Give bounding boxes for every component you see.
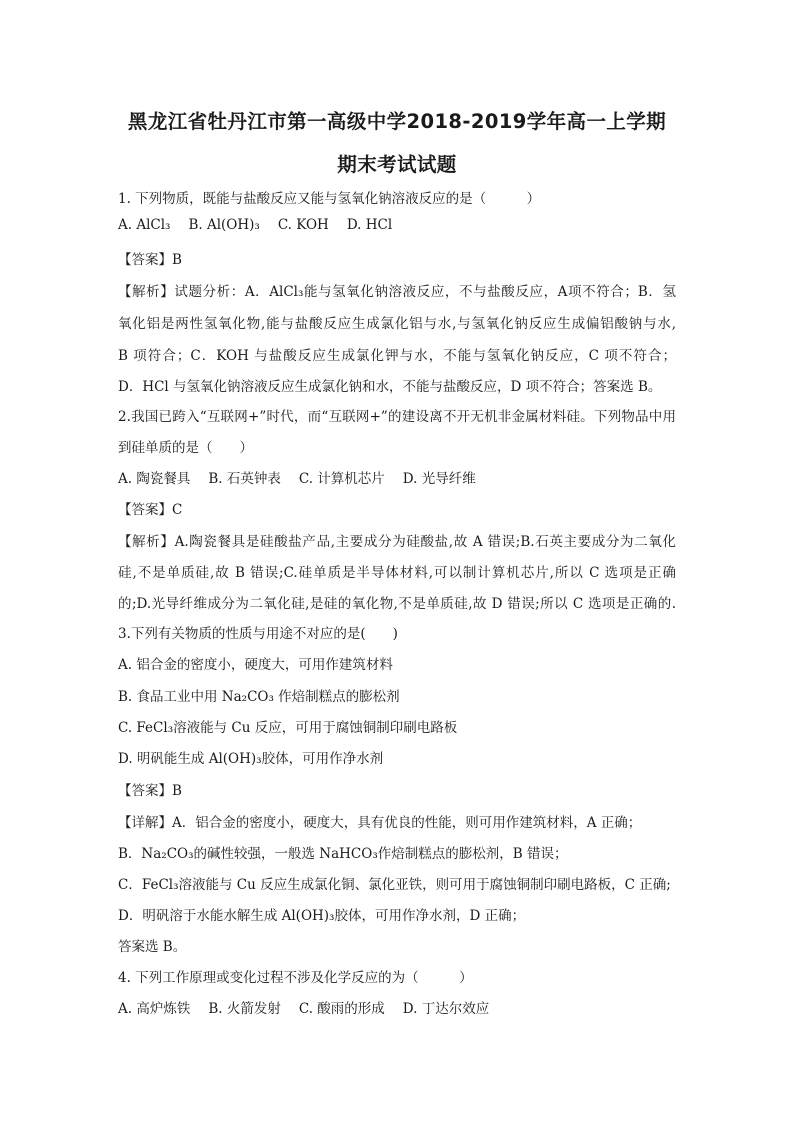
question-3-stem: 3.下列有关物质的性质与用途不对应的是( )	[118, 626, 398, 642]
question-4-option-d: D. 丁达尔效应	[402, 1001, 490, 1017]
question-3-analysis-line-3: C．FeCl₃溶液能与 Cu 反应生成氯化铜、氯化亚铁，则可用于腐蚀铜制印刷电路板，C 正确;	[118, 877, 671, 893]
question-1-answer: 【答案】B	[118, 252, 182, 268]
question-3-option-c: C. FeCl₃溶液能与 Cu 反应，可用于腐蚀铜制印刷电路板	[118, 720, 458, 736]
question-3-option-b: B. 食品工业中用 Na₂CO₃ 作焙制糕点的膨松剂	[118, 689, 400, 705]
question-4-option-c: C. 酸雨的形成	[298, 1001, 385, 1017]
question-2-answer: 【答案】C	[118, 502, 183, 518]
question-1-stem: 1. 下列物质，既能与盐酸反应又能与氢氧化钠溶液反应的是（ ）	[118, 191, 541, 207]
question-3-analysis-line-4: D．明矾溶于水能水解生成 Al(OH)₃胶体，可用作净水剂，D 正确；	[118, 908, 526, 924]
question-1-options	[118, 217, 392, 233]
question-1-analysis-line-1: 【解析】试题分析：A．AlCl₃能与氢氧化钠溶液反应，不与盐酸反应，A项不符合；B．氢	[118, 284, 676, 300]
page-title-line-2: 期末考试试题	[337, 153, 457, 176]
question-3-analysis-line-5: 答案选 B。	[118, 939, 187, 955]
question-4-options	[118, 997, 489, 1017]
question-2-analysis-line-3: 的;D.光导纤维成分为二氧化硅,是硅的氧化物,不是单质硅,故 D 错误;所以 C 选项是正确的.	[118, 596, 676, 612]
question-4-stem: 4. 下列工作原理或变化过程不涉及化学反应的为（ ）	[118, 970, 473, 986]
question-1-option-b: B. Al(OH)₃	[188, 217, 260, 233]
question-2-options	[118, 467, 476, 487]
question-3-option-d: D. 明矾能生成 Al(OH)₃胶体，可用作净水剂	[118, 751, 384, 767]
question-3-option-a: A. 铝合金的密度小，硬度大，可用作建筑材料	[118, 657, 393, 673]
question-2-analysis-line-1: 【解析】A.陶瓷餐具是硅酸盐产品,主要成分为硅酸盐,故 A 错误;B.石英主要成分为二氧化	[118, 534, 676, 550]
question-2-option-a: A. 陶瓷餐具	[118, 471, 191, 487]
question-1-option-a: A. AlCl₃	[118, 217, 171, 233]
question-1-analysis-line-3: B 项符合；C．KOH 与盐酸反应生成氯化钾与水，不能与氢氧化钠反应，C 项不符合；	[118, 348, 676, 364]
question-2-option-c: C. 计算机芯片	[298, 471, 385, 487]
question-2-stem-line-2: 到硅单质的是（ ）	[118, 440, 253, 456]
question-3-answer: 【答案】B	[118, 783, 182, 799]
question-3-analysis-line-2: B．Na₂CO₃的碱性较强，一般选 NaHCO₃作焙制糕点的膨松剂，B 错误；	[118, 846, 568, 862]
question-1-analysis-line-4: D．HCl 与氢氧化钠溶液反应生成氯化钠和水，不能与盐酸反应，D 项不符合；答案选 B。	[118, 379, 662, 395]
question-4-option-a: A. 高炉炼铁	[118, 1001, 191, 1017]
question-2-stem-line-1: 2.我国已跨入“互联网+”时代，而“互联网+”的建设离不开无机非金属材料硅。下列物品中用	[118, 409, 676, 425]
question-2-analysis-line-2: 硅,不是单质硅,故 B 错误;C.硅单质是半导体材料,可以制计算机芯片,所以 C 选项是正确	[118, 565, 676, 581]
question-3-analysis-line-1: 【详解】A．铝合金的密度小，硬度大，具有优良的性能，则可用作建筑材料，A 正确；	[118, 815, 642, 831]
page-title-line-1: 黑龙江省牡丹江市第一高级中学2018-2019学年高一上学期	[127, 110, 667, 133]
question-1-option-c: C. KOH	[277, 217, 329, 233]
question-4-option-b: B. 火箭发射	[208, 1001, 281, 1017]
question-2-option-d: D. 光导纤维	[402, 471, 476, 487]
question-2-option-b: B. 石英钟表	[208, 471, 281, 487]
question-1-analysis-line-2: 氧化铝是两性氢氧化物,能与盐酸反应生成氯化铝与水,与氢氧化钠反应生成偏铝酸钠与水,	[118, 316, 676, 332]
question-1-option-d: D. HCl	[346, 217, 393, 233]
